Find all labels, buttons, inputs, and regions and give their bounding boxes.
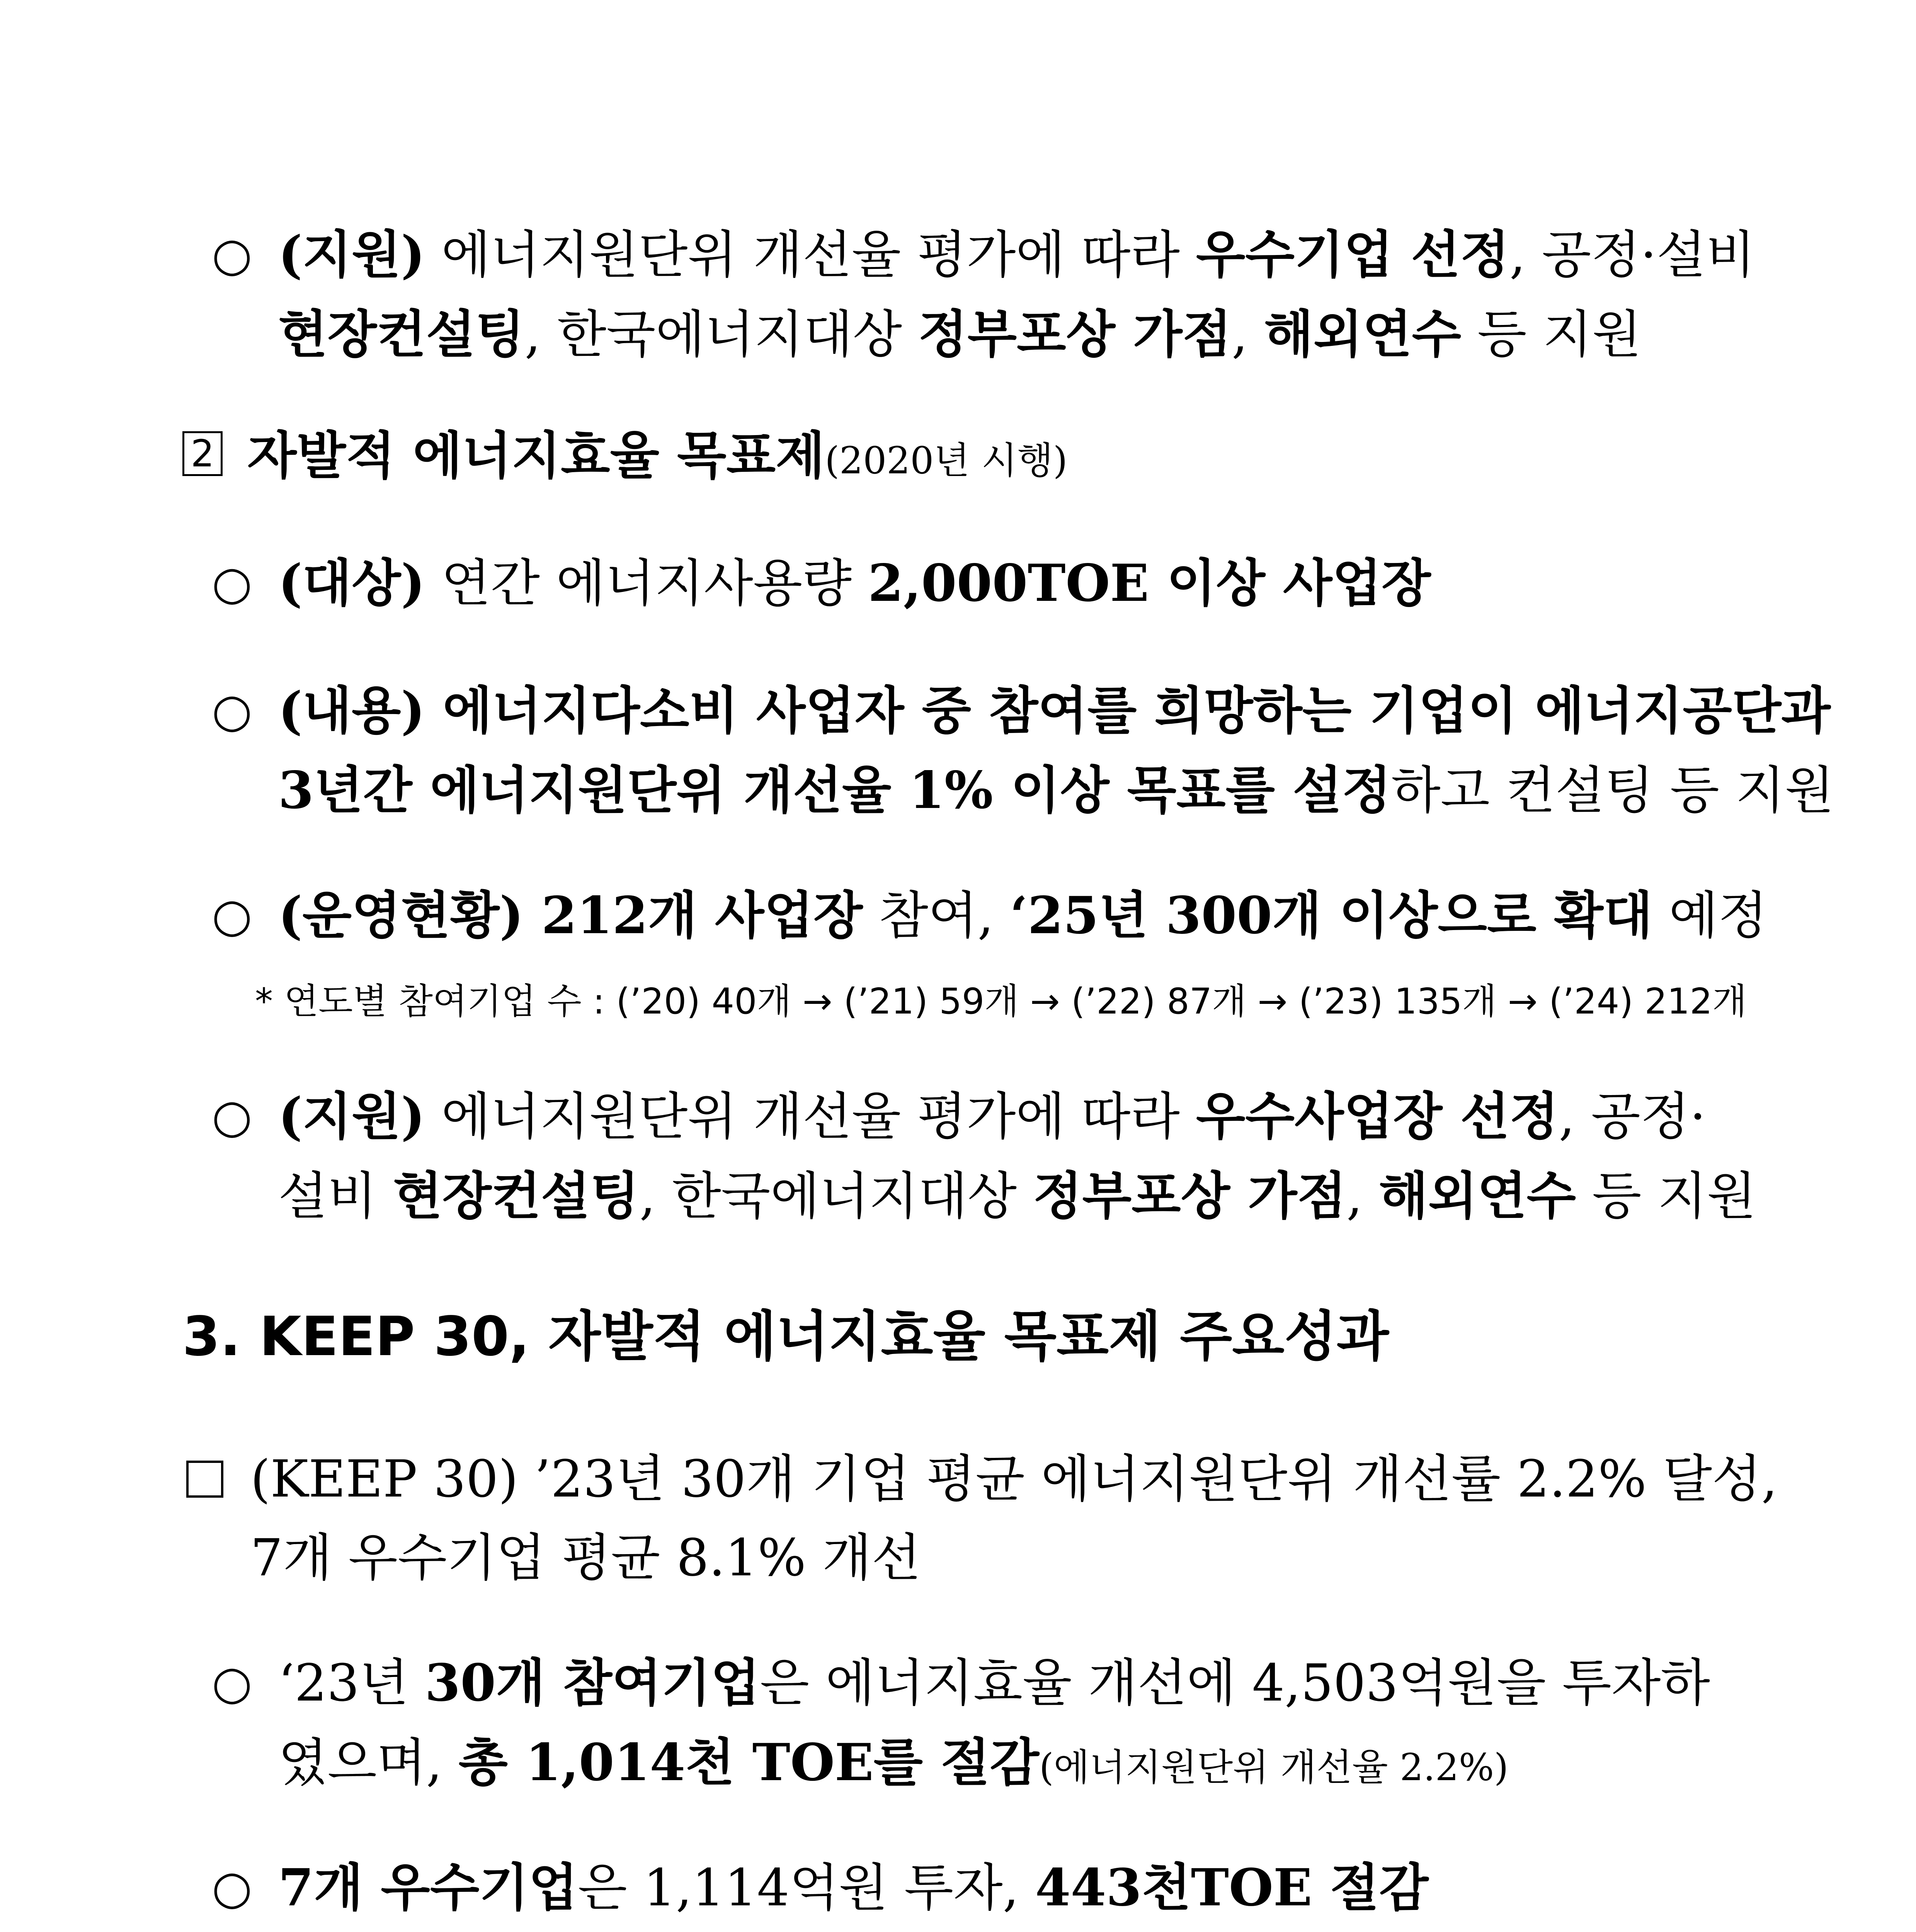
- s2-status-note: * 연도별 참여기업 수 : (’20) 40개 → (’21) 59개 → (’22) 87개 → (’23) 135개 → (’24) 212개: [255, 981, 1747, 1022]
- circle-bullet-icon: ○: [212, 1861, 252, 1915]
- s2-support-line-1: (지원) 에너지원단위 개선율 평가에 따라 우수사업장 선정, 공정·: [278, 1087, 1706, 1146]
- s2-target: (대상) 연간 에너지사용량 2,000TOE 이상 사업장: [278, 553, 1431, 613]
- circle-bullet-icon: ○: [212, 228, 252, 282]
- keep30-invest-line-1: ‘23년 30개 참여기업은 에너지효율 개선에 4,503억원을 투자하: [278, 1653, 1710, 1713]
- circle-bullet-icon: ○: [212, 1656, 252, 1710]
- circle-bullet-icon: ○: [212, 684, 252, 738]
- section-number-box: 2: [182, 431, 223, 476]
- s2-status: (운영현황) 212개 사업장 참여, ‘25년 300개 이상으로 확대 예정: [278, 886, 1768, 946]
- keep30-invest-line-2: 였으며, 총 1,014천 TOE를 절감(에너지원단위 개선율 2.2%): [278, 1733, 1509, 1793]
- circle-bullet-icon: ○: [212, 1090, 252, 1143]
- keep30-excellent: 7개 우수기업은 1,114억원 투자, 443천TOE 절감: [278, 1858, 1429, 1918]
- section-3-heading: 3. KEEP 30, 자발적 에너지효율 목표제 주요성과: [182, 1305, 1389, 1368]
- square-bullet-icon: [186, 1461, 223, 1498]
- circle-bullet-icon: ○: [212, 556, 252, 610]
- s2-content-line-2: 3년간 에너지원단위 개선율 1% 이상 목표를 설정하고 컨설팅 등 지원: [278, 760, 1834, 820]
- s1-line-1: (지원) 에너지원단위 개선율 평가에 따라 우수기업 선정, 공정·설비: [278, 225, 1755, 285]
- s2-content-line-1: (내용) 에너지다소비 사업자 중 참여를 희망하는 기업이 에너지공단과: [278, 681, 1831, 741]
- section-2-title: 자발적 에너지효율 목표제(2020년 시행): [247, 426, 1068, 486]
- s2-support-line-2: 설비 현장컨설팅, 한국에너지대상 정부포상 가점, 해외연수 등 지원: [278, 1166, 1756, 1226]
- keep30-line-2: 7개 우수기업 평균 8.1% 개선: [250, 1528, 921, 1588]
- s1-line-2: 현장컨설팅, 한국에너지대상 정부포상 가점, 해외연수 등 지원: [278, 304, 1642, 364]
- keep30-line-1: (KEEP 30) ’23년 30개 기업 평균 에너지원단위 개선률 2.2% 달성,: [250, 1449, 1778, 1509]
- circle-bullet-icon: ○: [212, 889, 252, 942]
